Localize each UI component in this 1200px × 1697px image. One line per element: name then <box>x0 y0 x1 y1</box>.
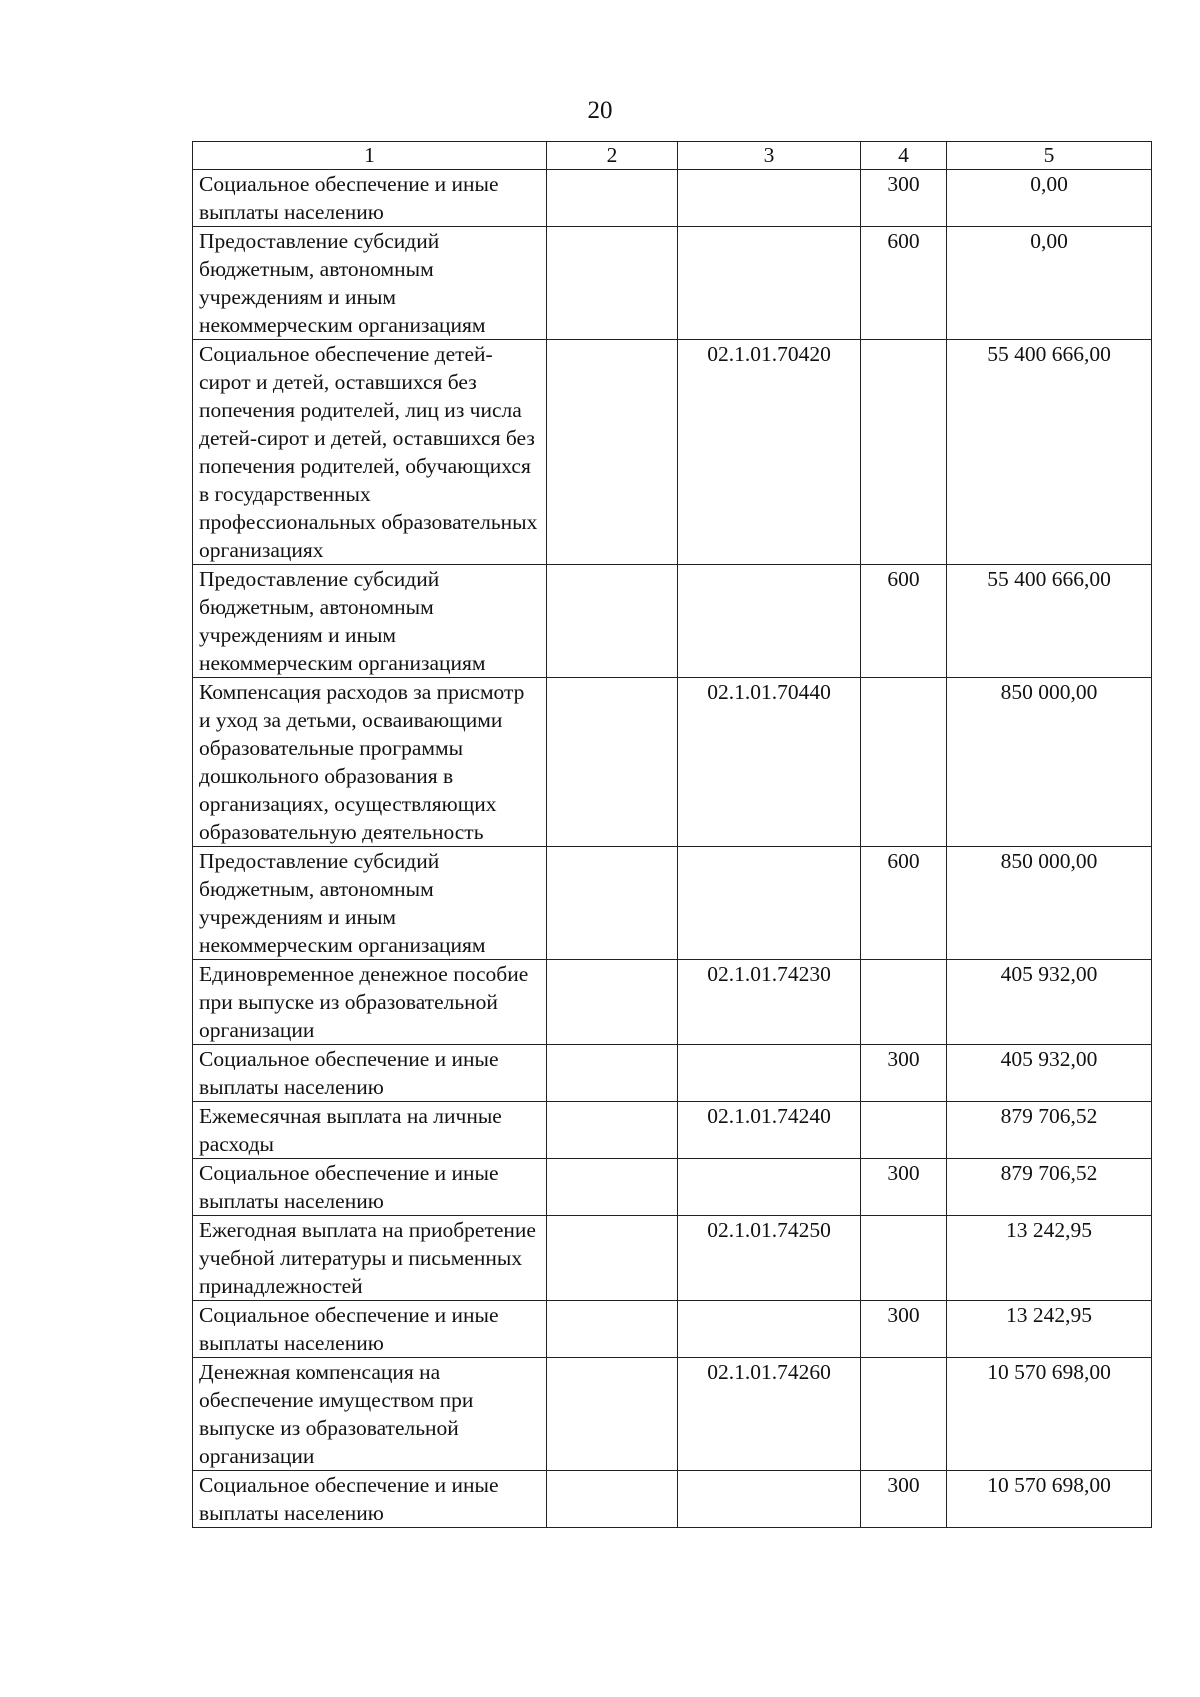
cell-col2 <box>547 227 678 340</box>
cell-code <box>678 1471 861 1528</box>
cell-type: 600 <box>861 847 947 960</box>
cell-amount: 850 000,00 <box>947 678 1152 847</box>
cell-amount: 879 706,52 <box>947 1102 1152 1159</box>
cell-amount: 0,00 <box>947 227 1152 340</box>
cell-name: Предоставление субсидий бюджетным, автономным учреждениям и иным некоммерческим организациям <box>193 227 547 340</box>
cell-code <box>678 227 861 340</box>
cell-col2 <box>547 1216 678 1301</box>
cell-type <box>861 340 947 565</box>
cell-code: 02.1.01.70440 <box>678 678 861 847</box>
table-row <box>193 678 1152 847</box>
cell-type: 300 <box>861 1045 947 1102</box>
cell-name: Денежная компенсация на обеспечение имуществом при выпуске из образовательной организации <box>193 1358 547 1471</box>
cell-code <box>678 565 861 678</box>
table-row <box>193 1216 1152 1301</box>
cell-col2 <box>547 1159 678 1216</box>
cell-type: 300 <box>861 1301 947 1358</box>
cell-code: 02.1.01.74240 <box>678 1102 861 1159</box>
table-row <box>193 1045 1152 1102</box>
table-body <box>193 170 1152 1528</box>
cell-type <box>861 1358 947 1471</box>
cell-name: Ежемесячная выплата на личные расходы <box>193 1102 547 1159</box>
header-col-1: 1 <box>193 142 547 170</box>
cell-col2 <box>547 1301 678 1358</box>
cell-code <box>678 1045 861 1102</box>
cell-amount: 405 932,00 <box>947 960 1152 1045</box>
table-row <box>193 227 1152 340</box>
cell-amount: 850 000,00 <box>947 847 1152 960</box>
header-row <box>193 142 1152 170</box>
cell-type: 300 <box>861 1159 947 1216</box>
cell-col2 <box>547 847 678 960</box>
cell-amount: 55 400 666,00 <box>947 340 1152 565</box>
cell-type: 300 <box>861 1471 947 1528</box>
cell-name: Социальное обеспечение и иные выплаты населению <box>193 1159 547 1216</box>
table-row <box>193 170 1152 227</box>
header-col-3: 3 <box>678 142 861 170</box>
table-row <box>193 1102 1152 1159</box>
cell-col2 <box>547 170 678 227</box>
cell-col2 <box>547 1045 678 1102</box>
cell-name: Единовременное денежное пособие при выпуске из образовательной организации <box>193 960 547 1045</box>
cell-amount: 405 932,00 <box>947 1045 1152 1102</box>
header-col-2: 2 <box>547 142 678 170</box>
cell-code: 02.1.01.74230 <box>678 960 861 1045</box>
header-col-5: 5 <box>947 142 1152 170</box>
cell-code <box>678 1301 861 1358</box>
cell-type <box>861 1216 947 1301</box>
cell-code <box>678 1159 861 1216</box>
cell-name: Социальное обеспечение детей-сирот и детей, оставшихся без попечения родителей, лиц из числа детей-сирот и детей, оставшихся без попечения родителей, обучающихся в государственных профессиональных образовательных организациях <box>193 340 547 565</box>
cell-col2 <box>547 1102 678 1159</box>
cell-type: 300 <box>861 170 947 227</box>
cell-col2 <box>547 340 678 565</box>
cell-amount: 10 570 698,00 <box>947 1358 1152 1471</box>
cell-col2 <box>547 565 678 678</box>
cell-name: Предоставление субсидий бюджетным, автономным учреждениям и иным некоммерческим организациям <box>193 847 547 960</box>
cell-code: 02.1.01.74250 <box>678 1216 861 1301</box>
cell-name: Социальное обеспечение и иные выплаты населению <box>193 1045 547 1102</box>
cell-type <box>861 960 947 1045</box>
cell-code: 02.1.01.74260 <box>678 1358 861 1471</box>
cell-name: Предоставление субсидий бюджетным, автономным учреждениям и иным некоммерческим организациям <box>193 565 547 678</box>
cell-type: 600 <box>861 565 947 678</box>
table-row <box>193 960 1152 1045</box>
cell-code: 02.1.01.70420 <box>678 340 861 565</box>
table-row <box>193 565 1152 678</box>
cell-amount: 0,00 <box>947 170 1152 227</box>
cell-col2 <box>547 960 678 1045</box>
cell-col2 <box>547 1358 678 1471</box>
table-row <box>193 1159 1152 1216</box>
table-row <box>193 340 1152 565</box>
cell-type: 600 <box>861 227 947 340</box>
cell-amount: 13 242,95 <box>947 1301 1152 1358</box>
table-row <box>193 1471 1152 1528</box>
page-number: 20 <box>587 97 613 124</box>
table-row <box>193 1301 1152 1358</box>
cell-amount: 10 570 698,00 <box>947 1471 1152 1528</box>
cell-name: Социальное обеспечение и иные выплаты населению <box>193 170 547 227</box>
cell-name: Социальное обеспечение и иные выплаты населению <box>193 1301 547 1358</box>
cell-type <box>861 678 947 847</box>
cell-type <box>861 1102 947 1159</box>
cell-amount: 879 706,52 <box>947 1159 1152 1216</box>
header-col-4: 4 <box>861 142 947 170</box>
table-header <box>193 142 1152 170</box>
budget-table <box>192 141 1152 1528</box>
cell-amount: 13 242,95 <box>947 1216 1152 1301</box>
cell-name: Социальное обеспечение и иные выплаты населению <box>193 1471 547 1528</box>
cell-col2 <box>547 678 678 847</box>
cell-amount: 55 400 666,00 <box>947 565 1152 678</box>
table-row <box>193 847 1152 960</box>
table-row <box>193 1358 1152 1471</box>
cell-code <box>678 847 861 960</box>
cell-col2 <box>547 1471 678 1528</box>
cell-code <box>678 170 861 227</box>
cell-name: Компенсация расходов за присмотр и уход за детьми, осваивающими образовательные программы дошкольного образования в организациях, осуществляющих образовательную деятельность <box>193 678 547 847</box>
cell-name: Ежегодная выплата на приобретение учебной литературы и письменных принадлежностей <box>193 1216 547 1301</box>
